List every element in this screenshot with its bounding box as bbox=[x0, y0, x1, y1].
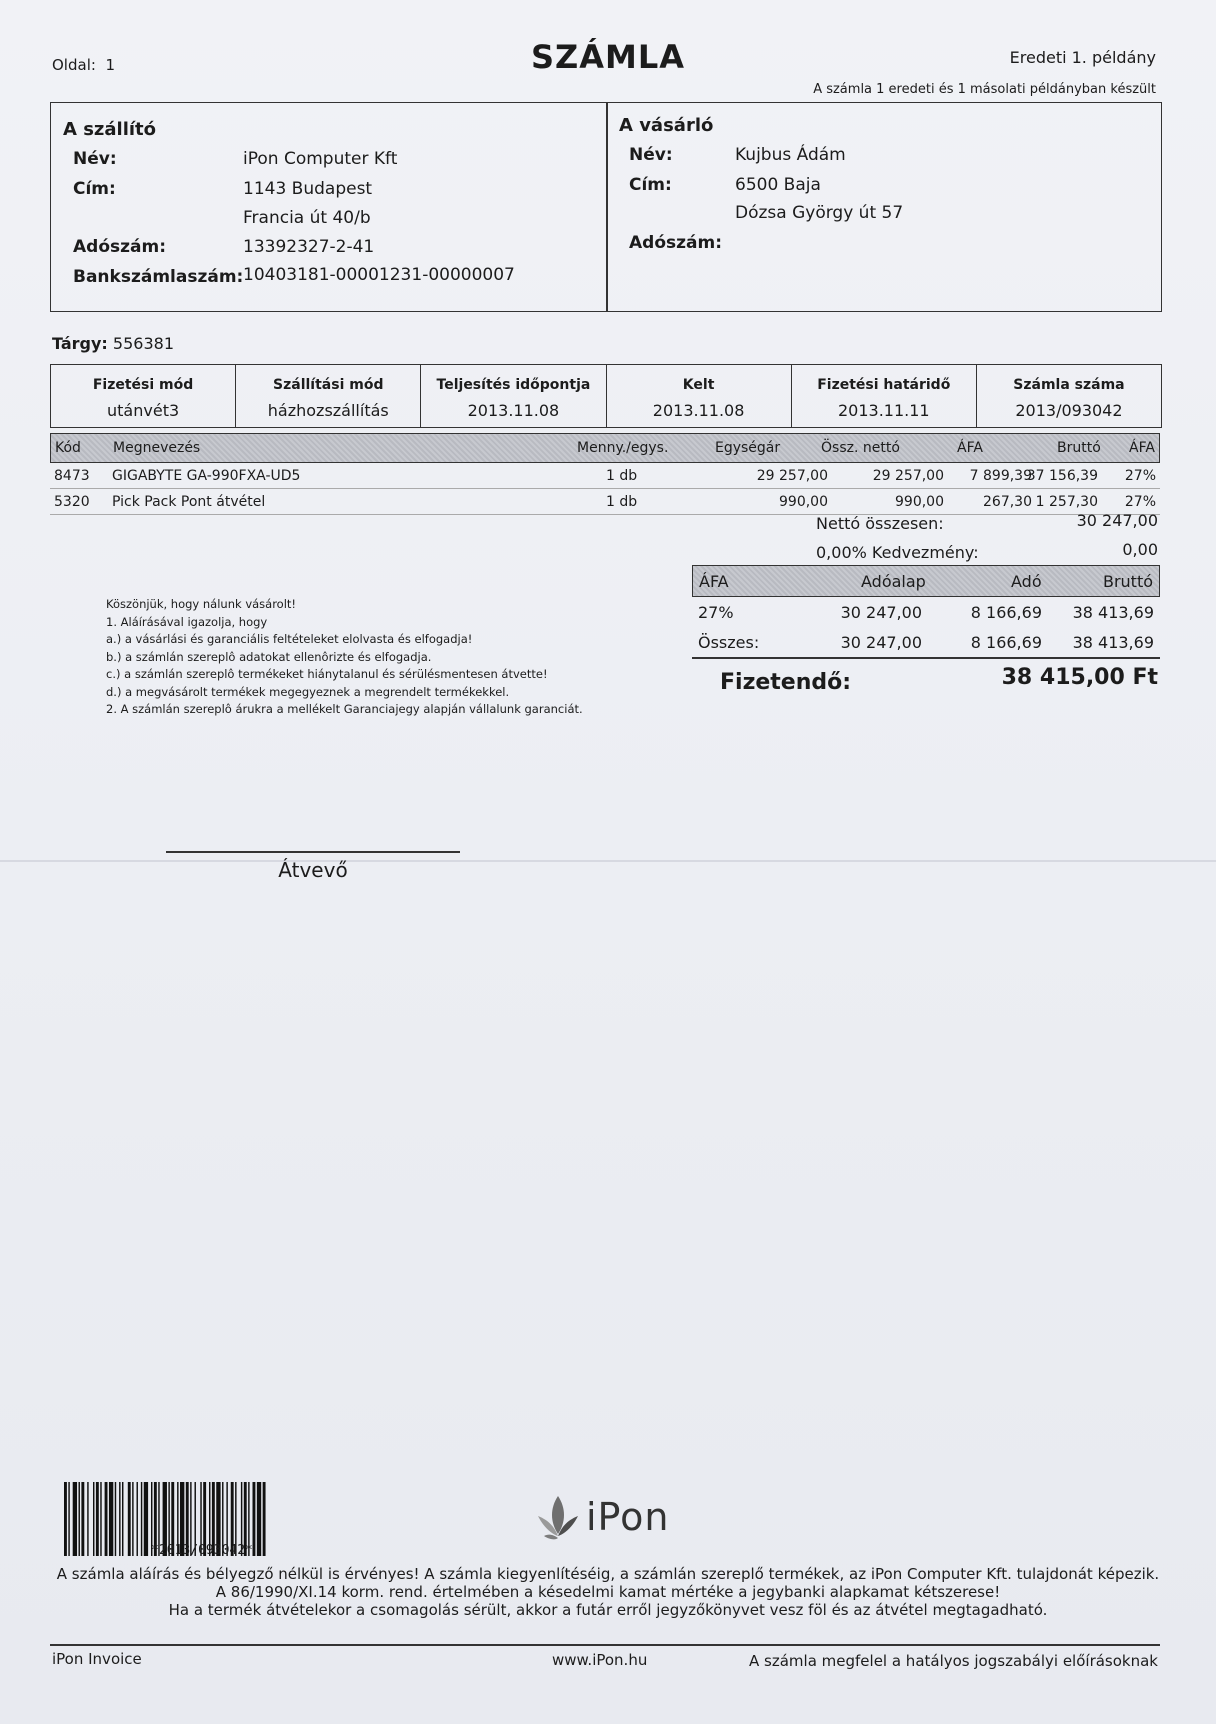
subject-line bbox=[52, 334, 174, 353]
col-qty-header: Menny./egys. bbox=[577, 440, 669, 456]
disclaimer-line: A 86/1990/XI.14 korm. rend. értelmében a késedelmi kamat mértéke a jegybanki alapkamat kétszerese! bbox=[215, 1583, 1001, 1601]
legal-disclaimer bbox=[0, 1565, 1216, 1619]
tax-cell-base: 30 247,00 bbox=[840, 603, 922, 622]
info-cell-fulfilment bbox=[421, 365, 606, 427]
cell-gross: 1 257,30 bbox=[1035, 494, 1098, 510]
info-cell-payment bbox=[51, 365, 236, 427]
tax-total-base: 30 247,00 bbox=[840, 633, 922, 652]
items-table bbox=[50, 433, 1160, 515]
info-cell-due-date bbox=[792, 365, 977, 427]
signature-line bbox=[166, 851, 460, 853]
supplier-tax-number: 13392327-2-41 bbox=[243, 237, 375, 257]
terms-line: 2. A számlán szereplô árukra a mellékelt Garanciajegy alapján vállalunk garanciát. bbox=[106, 702, 583, 716]
cell-net-total: 990,00 bbox=[895, 494, 944, 510]
parties-divider bbox=[606, 103, 608, 311]
info-value: 2013.11.08 bbox=[467, 401, 560, 420]
buyer-heading: A vásárló bbox=[619, 115, 714, 136]
info-label: Teljesítés időpontja bbox=[436, 377, 591, 393]
col-unit-price-header: Egységár bbox=[715, 440, 781, 456]
info-cell-issued bbox=[607, 365, 792, 427]
subject-label: Tárgy: bbox=[52, 334, 108, 353]
subject-value: 556381 bbox=[112, 334, 174, 353]
cell-net-total: 29 257,00 bbox=[872, 468, 944, 484]
buyer-name: Kujbus Ádám bbox=[735, 145, 846, 165]
terms-line: c.) a számlán szereplô termékeket hiánytalanul és sérülésmentesen átvette! bbox=[106, 667, 548, 681]
supplier-tax-label: Adószám: bbox=[73, 237, 167, 257]
table-row bbox=[50, 489, 1160, 515]
net-total-value: 30 247,00 bbox=[1076, 511, 1158, 530]
supplier-heading: A szállító bbox=[63, 119, 157, 140]
footer-website-link[interactable]: www.iPon.hu bbox=[552, 1651, 648, 1669]
supplier-address-line2: Francia út 40/b bbox=[243, 208, 371, 228]
signature-label: Átvevő bbox=[278, 858, 348, 882]
terms-line: Köszönjük, hogy nálunk vásárolt! bbox=[106, 597, 297, 611]
info-label: Kelt bbox=[682, 377, 715, 393]
discount-value: 0,00 bbox=[1122, 540, 1158, 559]
col-vat-rate-header: ÁFA bbox=[1129, 440, 1155, 456]
invoice-info-grid bbox=[50, 364, 1162, 428]
footer-rule bbox=[50, 1644, 1160, 1646]
parties-box bbox=[50, 102, 1162, 312]
buyer-address-label: Cím: bbox=[629, 175, 672, 195]
terms-line: 1. Aláírásával igazolja, hogy bbox=[106, 614, 268, 629]
cell-vat-rate: 27% bbox=[1124, 494, 1156, 510]
cell-qty: 1 db bbox=[606, 468, 638, 484]
info-label: Fizetési határidő bbox=[817, 377, 951, 393]
info-value: utánvét3 bbox=[107, 401, 180, 420]
terms-line: d.) a megvásárolt termékek megegyeznek a megrendelt termékekkel. bbox=[106, 684, 510, 699]
info-value: házhozszállítás bbox=[267, 401, 389, 420]
tax-summary-total-row bbox=[692, 627, 1160, 657]
cell-code: 8473 bbox=[54, 468, 90, 484]
copies-note: A számla 1 eredeti és 1 másolati példányban készült bbox=[813, 82, 1156, 97]
tax-summary-row bbox=[692, 597, 1160, 627]
items-table-header bbox=[50, 433, 1160, 463]
copy-label: Eredeti 1. példány bbox=[1009, 48, 1156, 67]
cell-unit-price: 990,00 bbox=[779, 494, 828, 510]
barcode-text: *2013/093042* bbox=[151, 1543, 253, 1558]
cell-gross: 37 156,39 bbox=[1026, 468, 1098, 484]
cell-name: GIGABYTE GA-990FXA-UD5 bbox=[112, 468, 301, 484]
col-gross-header: Bruttó bbox=[1057, 440, 1101, 456]
supplier-name-label: Név: bbox=[73, 149, 117, 169]
footer-right: A számla megfelel a hatályos jogszabályi előírásoknak bbox=[749, 1652, 1158, 1670]
cell-qty: 1 db bbox=[606, 494, 638, 510]
tax-col-tax-header: Adó bbox=[1011, 572, 1042, 591]
info-label: Fizetési mód bbox=[92, 377, 194, 393]
col-net-total-header: Össz. nettó bbox=[821, 440, 900, 456]
discount-label: 0,00% Kedvezmény: bbox=[816, 543, 979, 562]
info-value: 2013.11.11 bbox=[837, 401, 930, 420]
payable-amount: 38 415,00 Ft bbox=[1001, 665, 1158, 690]
table-row bbox=[50, 463, 1160, 489]
info-label: Számla száma bbox=[1013, 377, 1125, 393]
payable-label: Fizetendő: bbox=[720, 670, 852, 695]
buyer-tax-label: Adószám: bbox=[629, 233, 723, 253]
cell-vat: 267,30 bbox=[983, 494, 1032, 510]
disclaimer-line: Ha a termék átvételekor a csomagolás sérült, akkor a futár erről jegyzőkönyvet vesz föl és az átvétel megtagadható. bbox=[168, 1601, 1048, 1619]
cell-vat-rate: 27% bbox=[1124, 468, 1156, 484]
tax-cell-tax: 8 166,69 bbox=[970, 603, 1042, 622]
supplier-bank-label: Bankszámlaszám: bbox=[73, 267, 244, 287]
tax-cell-gross: 38 413,69 bbox=[1072, 603, 1154, 622]
cell-name: Pick Pack Pont átvétel bbox=[112, 494, 266, 510]
tax-col-base-header: Adóalap bbox=[861, 572, 926, 591]
tax-col-vat-header: ÁFA bbox=[699, 572, 729, 591]
supplier-name: iPon Computer Kft bbox=[243, 149, 398, 169]
buyer-name-label: Név: bbox=[629, 145, 673, 165]
tax-summary-bottom-rule bbox=[692, 657, 1160, 659]
footer-left: iPon Invoice bbox=[52, 1650, 142, 1668]
tax-summary-table bbox=[692, 565, 1160, 657]
info-label: Szállítási mód bbox=[273, 377, 384, 393]
col-name-header: Megnevezés bbox=[113, 440, 201, 456]
terms-line: b.) a számlán szereplô adatokat ellenôrizte és elfogadja. bbox=[106, 649, 432, 664]
ipon-logo-text: iPon bbox=[586, 1495, 670, 1539]
tax-summary-header bbox=[692, 565, 1160, 597]
terms-block bbox=[106, 596, 583, 719]
tax-col-gross-header: Bruttó bbox=[1102, 572, 1153, 591]
net-total-label: Nettó összesen: bbox=[816, 514, 944, 533]
supplier-address-line1: 1143 Budapest bbox=[243, 179, 373, 199]
buyer-address-line2: Dózsa György út 57 bbox=[735, 203, 904, 223]
col-code-header: Kód bbox=[55, 440, 81, 456]
supplier-bank-account: 10403181-00001231-00000007 bbox=[243, 265, 515, 285]
disclaimer-line: A számla aláírás és bélyegző nélkül is érvényes! A számla kiegyenlítéséig, a számlán szereplő termékek, az iPon Computer Kft. tulajdonát képezik. bbox=[56, 1565, 1160, 1583]
page-label: Oldal: bbox=[52, 56, 96, 74]
cell-vat: 7 899,39 bbox=[969, 468, 1032, 484]
info-value: 2013.11.08 bbox=[652, 401, 745, 420]
cell-code: 5320 bbox=[54, 494, 90, 510]
cell-unit-price: 29 257,00 bbox=[756, 468, 828, 484]
info-cell-shipping bbox=[236, 365, 421, 427]
tax-total-label: Összes: bbox=[698, 633, 760, 652]
terms-line: a.) a vásárlási és garanciális feltételeket elolvasta és elfogadja! bbox=[106, 632, 473, 646]
tax-total-gross: 38 413,69 bbox=[1072, 633, 1154, 652]
buyer-address-line1: 6500 Baja bbox=[735, 175, 821, 195]
col-vat-header: ÁFA bbox=[957, 440, 983, 456]
supplier-address-label: Cím: bbox=[73, 179, 116, 199]
ipon-leaf-icon bbox=[530, 1490, 586, 1550]
invoice-title: SZÁMLA bbox=[530, 38, 685, 76]
info-cell-invoice-number bbox=[977, 365, 1161, 427]
info-value: 2013/093042 bbox=[1015, 401, 1123, 420]
tax-total-tax: 8 166,69 bbox=[970, 633, 1042, 652]
page-number: 1 bbox=[105, 56, 116, 74]
tax-cell-vat: 27% bbox=[698, 603, 734, 622]
